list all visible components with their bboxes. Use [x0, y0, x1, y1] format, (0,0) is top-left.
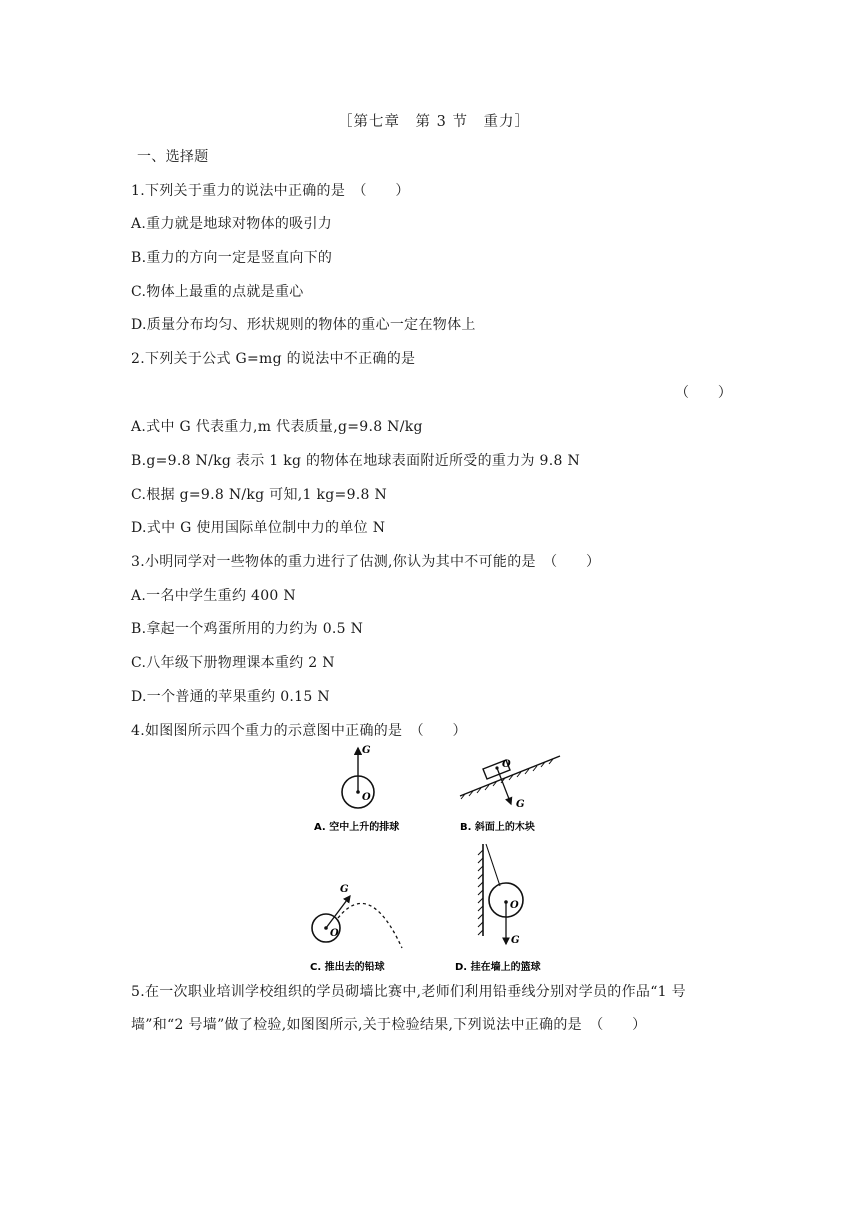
- question-1-stem: 1.下列关于重力的说法中正确的是 （ ）: [131, 183, 410, 199]
- question-1-option-a: A.重力就是地球对物体的吸引力: [131, 216, 333, 232]
- question-1-option-c: C.物体上最重的点就是重心: [131, 284, 304, 300]
- question-2-option-c: C.根据 g=9.8 N/kg 可知,1 kg=9.8 N: [131, 487, 388, 503]
- diagram-d-g-label: G: [511, 935, 520, 946]
- diagram-b-g-label: G: [516, 799, 525, 810]
- diagram-d-caption: D. 挂在墙上的篮球: [455, 962, 541, 973]
- question-3-option-a: A.一名中学生重约 400 N: [131, 588, 296, 604]
- gravity-diagram-figure: [290, 738, 580, 978]
- question-3-stem: 3.小明同学对一些物体的重力进行了估测,你认为其中不可能的是 （ ）: [131, 554, 601, 570]
- diagram-c-o-label: O: [330, 928, 339, 939]
- page-title: ［第七章 第 3 节 重力］: [338, 114, 530, 130]
- question-2-option-b: B.g=9.8 N/kg 表示 1 kg 的物体在地球表面附近所受的重力为 9.8 N: [131, 453, 581, 469]
- diagram-d-o-label: O: [510, 900, 519, 911]
- diagram-a-o-label: O: [362, 792, 371, 803]
- diagram-b-o-label: O: [502, 759, 511, 770]
- diagram-a-caption: A. 空中上升的排球: [314, 822, 400, 833]
- question-2-option-a: A.式中 G 代表重力,m 代表质量,g=9.8 N/kg: [131, 419, 423, 435]
- question-3-option-c: C.八年级下册物理课本重约 2 N: [131, 655, 335, 671]
- diagram-d-hanging-basketball: [455, 844, 541, 973]
- diagram-b-block-on-incline: [460, 756, 560, 833]
- question-2-option-d: D.式中 G 使用国际单位制中力的单位 N: [131, 520, 386, 536]
- diagram-c-g-label: G: [340, 884, 349, 895]
- question-1-option-d: D.质量分布均匀、形状规则的物体的重心一定在物体上: [131, 317, 476, 333]
- diagram-a-volleyball: [314, 745, 399, 833]
- question-2-answer-blank: （ ）: [675, 385, 733, 401]
- question-3-option-d: D.一个普通的苹果重约 0.15 N: [131, 689, 330, 705]
- question-5-stem-line-2: 墙”和“2 号墙”做了检验,如图图所示,关于检验结果,下列说法中正确的是 （ ）: [131, 1017, 647, 1033]
- question-1-option-b: B.重力的方向一定是竖直向下的: [131, 250, 333, 266]
- diagram-c-caption: C. 推出去的铅球: [310, 962, 385, 973]
- question-3-option-b: B.拿起一个鸡蛋所用的力约为 0.5 N: [131, 621, 364, 637]
- question-5-stem-line-1: 5.在一次职业培训学校组织的学员砌墙比赛中,老师们利用铅垂线分别对学员的作品“1 号: [131, 984, 686, 1000]
- question-2-stem: 2.下列关于公式 G=mg 的说法中不正确的是: [131, 351, 416, 367]
- question-4-stem: 4.如图图所示四个重力的示意图中正确的是 （ ）: [131, 723, 467, 739]
- section-heading: 一、选择题: [137, 149, 209, 165]
- diagram-c-shot-put: [310, 884, 402, 973]
- diagram-a-g-label: G: [362, 745, 371, 756]
- diagram-b-caption: B. 斜面上的木块: [460, 822, 535, 833]
